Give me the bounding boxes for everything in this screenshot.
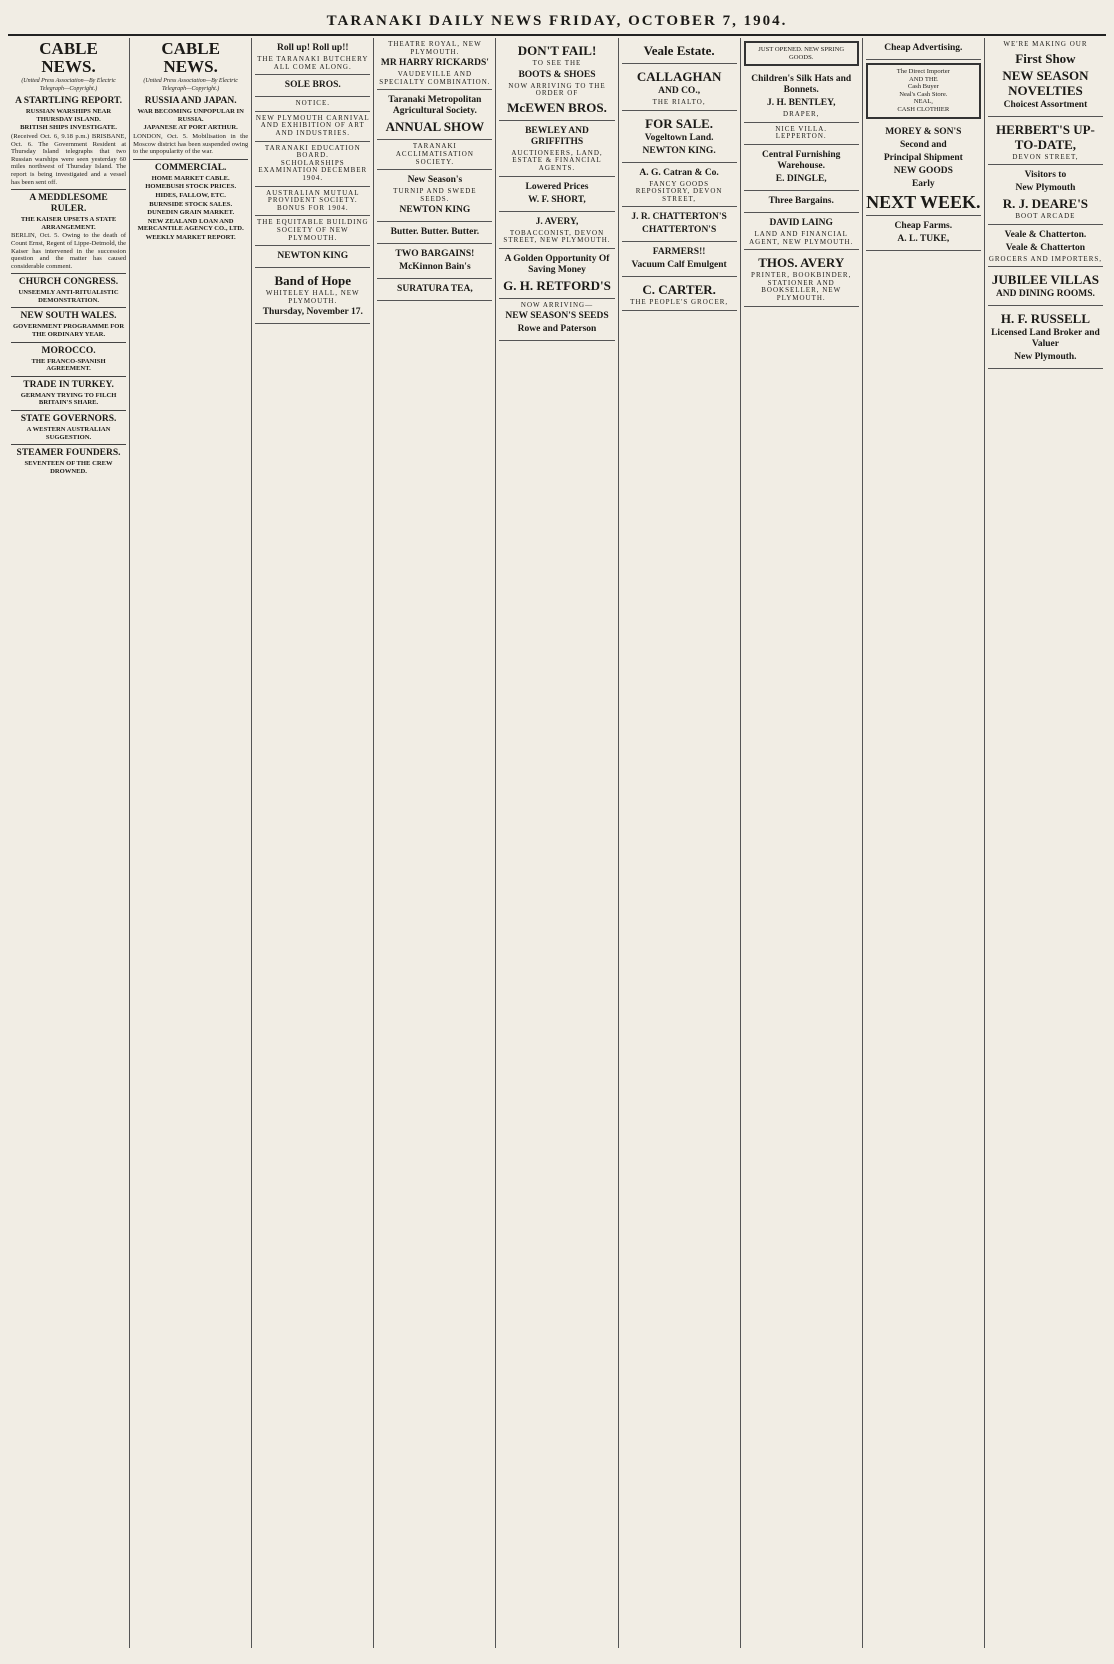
subheadline: HOMEBUSH STOCK PRICES.: [145, 183, 237, 191]
advert-chatterton: [622, 207, 737, 242]
ad-headline: Choicest Assortment: [1003, 99, 1088, 110]
ad-headline: MR HARRY RICKARDS': [380, 58, 489, 69]
subheadline: HOME MARKET CABLE.: [151, 174, 230, 182]
ad-line: NEW PLYMOUTH CARNIVAL AND EXHIBITION OF ART AND INDUSTRIES.: [255, 113, 370, 137]
advert-cheap-farms: [866, 216, 981, 251]
ad-headline: Second and: [899, 139, 947, 150]
ad-headline: New Plymouth: [1015, 183, 1076, 194]
ad-headline: New Plymouth.: [1014, 352, 1077, 363]
ad-headline: Veale & Chatterton.: [1004, 229, 1087, 240]
notice: [255, 97, 370, 112]
advert-for-sale: [622, 111, 737, 163]
ad-line: LAND AND FINANCIAL AGENT, NEW PLYMOUTH.: [749, 229, 854, 246]
divider: [11, 444, 126, 445]
subheadline: A WESTERN AUSTRALIAN SUGGESTION.: [26, 426, 111, 441]
ad-line: VAUDEVILLE AND SPECIALTY COMBINATION.: [379, 70, 491, 86]
ad-headline: FARMERS!!: [652, 247, 706, 258]
ad-headline: J. H. BENTLEY,: [766, 98, 836, 109]
ad-headline: Three Bargains.: [768, 195, 834, 206]
subheadline: GERMANY TRYING TO FILCH BRITAIN'S SHARE.: [20, 391, 117, 407]
ad-headline: Butter. Butter. Butter.: [390, 227, 480, 238]
advert-butchery: [255, 38, 370, 75]
ad-line: THE TARANAKI BUTCHERY: [257, 55, 369, 63]
headline: A STARTLING REPORT.: [15, 96, 123, 107]
ad-headline: McEWEN BROS.: [507, 99, 607, 115]
ad-headline: A. L. TUKE,: [897, 233, 950, 244]
subheadline: WEEKLY MARKET REPORT.: [145, 233, 236, 241]
advert-spring-goods: [744, 41, 859, 66]
ad-headline: Early: [911, 178, 935, 189]
column-2: [130, 38, 252, 1648]
advert-deare: [988, 165, 1103, 225]
ad-line: TOBACCONIST, DEVON STREET, NEW PLYMOUTH.: [503, 228, 611, 245]
ad-headline: Veale Estate.: [643, 43, 715, 58]
advert-villa: [744, 123, 859, 145]
ad-line: FANCY GOODS REPOSITORY, DEVON STREET,: [635, 179, 723, 203]
headline: RUSSIA AND JAPAN.: [144, 96, 237, 107]
newspaper-page: [8, 8, 1106, 1648]
ad-headline: Vogeltown Land.: [644, 132, 714, 143]
ad-line: DRAPER,: [783, 110, 820, 119]
ad-line: THE PEOPLE'S GROCER,: [630, 298, 729, 307]
advert-lowered-prices: [499, 177, 614, 212]
ad-headline: Lowered Prices: [525, 181, 589, 192]
ad-headline: CASH CLOTHIER: [897, 105, 950, 113]
advert-herbert: [988, 117, 1103, 166]
ad-headline: Thursday, November 17.: [262, 307, 363, 318]
ad-headline: Vacuum Calf Emulgent: [631, 260, 727, 271]
column-4: [374, 38, 496, 1648]
ad-headline: Neal's Cash Store.: [899, 90, 948, 98]
advert-callaghan: [622, 64, 737, 111]
ad-headline: NEWTON KING: [277, 251, 349, 262]
columns: [8, 38, 1106, 1648]
ad-headline: TWO BARGAINS!: [395, 249, 475, 260]
column-5: [496, 38, 618, 1648]
column-8: [863, 38, 985, 1648]
advert-veale-chatterton: [988, 225, 1103, 268]
ad-headline: A Golden Opportunity Of Saving Money: [504, 253, 610, 275]
headline: CHURCH CONGRESS.: [18, 277, 119, 288]
ad-headline: McKinnon Bain's: [399, 262, 471, 273]
ad-headline: Central Furnishing Warehouse.: [762, 149, 841, 171]
advert-suratura-tea: [377, 279, 492, 301]
ad-headline: E. DINGLE,: [775, 173, 827, 184]
column-6: [619, 38, 741, 1648]
advert-catran: [622, 163, 737, 208]
ad-line: NOW ARRIVING TO THE ORDER OF: [508, 81, 606, 98]
ad-headline: NEW GOODS: [893, 165, 953, 176]
ad-line: AND THE: [909, 75, 938, 83]
advert-c-carter: [622, 277, 737, 311]
advert-russell: [988, 306, 1103, 369]
ad-headline: G. H. RETFORD'S: [503, 277, 611, 293]
advert-bentley: [744, 69, 859, 123]
ad-headline: R. J. DEARE'S: [1002, 196, 1089, 212]
ad-headline: ANNUAL SHOW: [385, 119, 485, 135]
ad-headline: Licensed Land Broker and Valuer: [991, 328, 1100, 350]
ad-headline: DAVID LAING: [769, 217, 833, 228]
ad-headline: MOREY & SON'S: [885, 126, 962, 137]
ad-headline: Visitors to: [1024, 170, 1067, 181]
advert-carnival: [255, 112, 370, 142]
ad-line: PRINTER, BOOKBINDER, STATIONER AND BOOKSELLER, NEW PLYMOUTH.: [751, 271, 852, 302]
advert-j-avery: [499, 212, 614, 249]
ad-headline: Cheap Farms.: [894, 220, 953, 231]
advert-two-bargains: [377, 244, 492, 279]
advert-thos-avery: [744, 250, 859, 306]
advert-sole-bros: [255, 75, 370, 97]
advert-bewley-griffiths: [499, 121, 614, 177]
ad-headline: AND DINING ROOMS.: [995, 289, 1095, 300]
article-text: (Received Oct. 6, 9.18 p.m.) BRISBANE, Oct. 6. The Government Resident at Thursday Island telegraphs that two Russian warships were seen yesterday 60 miles northwest of Thursday Island. The report is being investigated and a vessel has been sent off.: [11, 132, 127, 186]
advert-agricultural-society: [377, 90, 492, 140]
ad-line: ALL COME ALONG.: [273, 62, 352, 71]
ad-headline: A. G. Catran & Co.: [639, 167, 719, 178]
ad-line: WHITELEY HALL, NEW PLYMOUTH.: [265, 289, 360, 305]
advert-cheap-advertising: [866, 38, 981, 60]
advert-neal: [866, 63, 981, 119]
advert-band-of-hope: [255, 268, 370, 324]
subheadline: HIDES, FALLOW, ETC.: [155, 191, 226, 199]
ad-line: THE EQUITABLE BUILDING SOCIETY OF NEW PLYMOUTH.: [256, 218, 369, 242]
ad-line: NOW ARRIVING—: [520, 300, 594, 309]
headline: TRADE IN TURKEY.: [23, 379, 114, 390]
ad-line: DEVON STREET,: [1012, 152, 1079, 161]
ad-headline: NEW SEASON'S SEEDS: [505, 311, 609, 322]
column-3: [252, 38, 374, 1648]
advert-mcewen-bros: [499, 38, 614, 121]
subheadline: RUSSIAN WARSHIPS NEAR THURSDAY ISLAND.: [25, 108, 112, 123]
subtitle: (United Press Association—By Electric Telegraph—Copyright.): [21, 78, 116, 92]
subheadline: THE KAISER UPSETS A STATE ARRANGEMENT.: [20, 216, 117, 231]
ad-headline: H. F. RUSSELL: [1000, 311, 1090, 327]
advert-acclimatisation: [377, 140, 492, 170]
subheadline: WAR BECOMING UNPOPULAR IN RUSSIA.: [137, 108, 244, 123]
ad-headline: Principal Shipment: [883, 152, 963, 163]
ad-line: BOOT ARCADE: [1015, 212, 1076, 221]
subheadline: NEW ZEALAND LOAN AND MERCANTILE AGENCY CO., LTD.: [137, 217, 244, 233]
subheadline: UNSEEMLY ANTI-RITUALISTIC DEMONSTRATION.: [18, 289, 119, 304]
column-1: [8, 38, 130, 1648]
ad-headline: THOS. AVERY: [758, 255, 845, 271]
ad-line: SCHOLARSHIPS EXAMINATION DECEMBER 1904.: [258, 158, 368, 182]
ad-headline: SURATURA TEA,: [397, 284, 473, 295]
advert-morey: [866, 122, 981, 216]
headline: STATE GOVERNORS.: [20, 414, 117, 425]
advert-amp-society: [255, 187, 370, 217]
subheadline: THE FRANCO-SPANISH AGREEMENT.: [31, 357, 106, 373]
ad-headline: NEAL,: [913, 98, 933, 106]
advert-first-show: [988, 38, 1103, 117]
advert-seeds: [499, 299, 614, 342]
ad-headline: NEWTON KING: [399, 205, 471, 216]
subtitle: (United Press Association—By Electric Telegraph—Copyright.): [143, 78, 238, 92]
ad-line: AUCTIONEERS, LAND, ESTATE & FINANCIAL AGENTS.: [511, 148, 603, 172]
subheadline: JAPANESE AT PORT ARTHUR.: [143, 124, 238, 132]
headline: A MEDDLESOME RULER.: [29, 193, 108, 215]
subheadline: GOVERNMENT PROGRAMME FOR THE ORDINARY YEAR.: [12, 323, 125, 339]
divider: [11, 376, 126, 377]
ad-headline: AND CO.,: [658, 86, 701, 96]
ad-line: THE RIALTO,: [652, 98, 706, 106]
ad-headline: Band of Hope: [274, 273, 352, 289]
divider: [11, 307, 126, 308]
ad-headline: BOOTS & SHOES: [518, 69, 596, 80]
ad-line: WE'RE MAKING OUR: [1003, 40, 1088, 48]
ad-line: AUSTRALIAN MUTUAL PROVIDENT SOCIETY.: [266, 188, 360, 205]
ad-line: TURNIP AND SWEDE SEEDS.: [393, 187, 477, 203]
advert-veale-estate: [622, 38, 737, 64]
ad-line: NICE VILLA.: [775, 124, 828, 133]
ad-line: TARANAKI ACCLIMATISATION SOCIETY.: [395, 142, 474, 166]
ad-headline: New Season's: [407, 175, 463, 186]
column-7: [741, 38, 863, 1648]
advert-building-society: [255, 216, 370, 246]
subheadline: BURNSIDE STOCK SALES.: [149, 200, 233, 208]
ad-headline: Veale & Chatterton: [1005, 242, 1086, 253]
column-9: [985, 38, 1106, 1648]
divider: [11, 410, 126, 411]
advert-seeds: [377, 170, 492, 222]
subheadline: SEVENTEEN OF THE CREW DROWNED.: [24, 460, 113, 475]
ad-headline: First Show: [1015, 50, 1076, 66]
ad-headline: Cash Buyer: [907, 83, 939, 91]
advert-three-bargains: [744, 191, 859, 213]
ad-line: TARANAKI EDUCATION BOARD.: [264, 143, 361, 160]
ad-line: TO SEE THE: [532, 59, 582, 67]
headline: STEAMER FOUNDERS.: [16, 448, 121, 459]
advert-furnishing: [744, 145, 859, 191]
ad-headline: Rowe and Paterson: [517, 324, 597, 335]
subheadline: DUNEDIN GRAIN MARKET.: [147, 209, 235, 217]
article-text: BERLIN, Oct. 5. Owing to the death of Count Ernst, Regent of Lippe-Detmold, the Kaiser has intervened in the succession question and the matter has caused considerable comment.: [11, 232, 127, 270]
ad-headline: NEWTON KING.: [642, 145, 716, 156]
headline: COMMERCIAL.: [154, 162, 227, 173]
ad-line: THEATRE ROYAL, NEW PLYMOUTH.: [388, 40, 482, 56]
divider: [11, 342, 126, 343]
divider: [11, 273, 126, 274]
advert-newton-king: [255, 246, 370, 268]
divider: [11, 189, 126, 190]
article-text: LONDON, Oct. 5. Mobilisation in the Moscow district has been suspended owing to the unpopularity of the war.: [133, 132, 249, 156]
ad-headline: CALLAGHAN: [636, 69, 722, 84]
ad-headline: The Direct Importer: [896, 68, 950, 75]
ad-headline: JUBILEE VILLAS: [991, 272, 1099, 288]
advert-education-board: [255, 142, 370, 187]
ad-headline: Children's Silk Hats and Bonnets.: [751, 74, 852, 96]
advert-calf-emulgent: [622, 242, 737, 277]
ad-headline: HERBERT'S UP-TO-DATE,: [995, 121, 1095, 152]
ad-headline: CHATTERTON'S: [641, 225, 717, 236]
ad-line: BONUS FOR 1904.: [276, 203, 349, 212]
ad-headline: Cheap Advertising.: [884, 43, 963, 53]
advert-butter: [377, 222, 492, 244]
column-title: CABLE NEWS.: [161, 39, 220, 76]
ad-headline: Roll up! Roll up!!: [277, 43, 349, 53]
ad-line: LEPPERTON.: [775, 132, 827, 141]
subheadline: BRITISH SHIPS INVESTIGATE.: [20, 124, 117, 132]
divider: [133, 159, 248, 160]
ad-headline: DON'T FAIL!: [517, 43, 597, 58]
column-title: CABLE NEWS.: [39, 39, 98, 76]
ad-headline: NEW SEASON NOVELTIES: [1002, 67, 1089, 98]
ad-headline: NEXT WEEK.: [866, 191, 981, 212]
ad-headline: C. CARTER.: [642, 282, 716, 298]
advert-retford: [499, 249, 614, 299]
ad-headline: J. AVERY,: [535, 216, 579, 227]
ad-headline: BEWLEY AND GRIFFITHS: [525, 125, 589, 147]
ad-headline: W. F. SHORT,: [528, 194, 586, 205]
headline: MOROCCO.: [41, 345, 96, 356]
masthead: TARANAKI DAILY NEWS FRIDAY, OCTOBER 7, 1904.: [8, 8, 1106, 36]
ad-headline: J. R. CHATTERTON'S: [631, 212, 727, 223]
ad-headline: Taranaki Metropolitan Agricultural Society.: [388, 95, 482, 117]
ad-headline: FOR SALE.: [645, 115, 714, 131]
ad-headline: SOLE BROS.: [284, 80, 341, 91]
ad-line: NOTICE.: [295, 99, 330, 108]
headline: NEW SOUTH WALES.: [20, 311, 117, 322]
advert-theatre-royal: [377, 38, 492, 90]
advert-david-laing: [744, 213, 859, 250]
advert-jubilee-villas: [988, 267, 1103, 306]
ad-line: GROCERS AND IMPORTERS,: [988, 254, 1103, 263]
ad-line: JUST OPENED. NEW SPRING GOODS.: [758, 46, 845, 61]
